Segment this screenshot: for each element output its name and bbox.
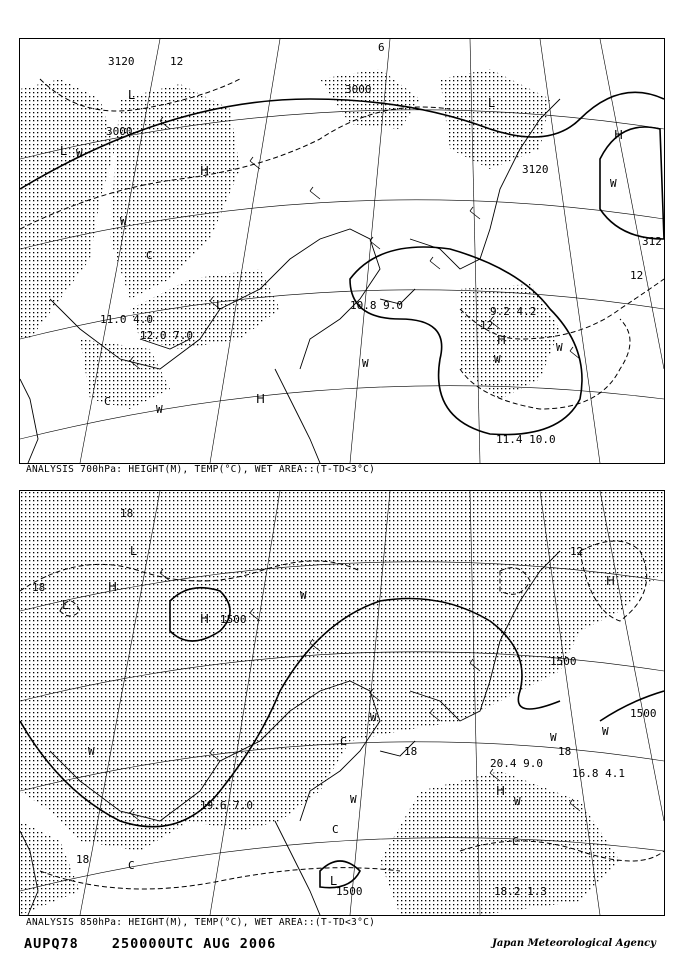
temp-label: 12 (480, 319, 494, 332)
warm-mark: W (514, 795, 521, 808)
high-center: H (108, 580, 118, 594)
cold-mark: C (512, 835, 519, 848)
low-center: L (60, 144, 67, 158)
wet-area (20, 69, 560, 409)
high-center: H (496, 784, 506, 798)
temp-label: 18 (558, 745, 572, 758)
cold-mark: C (104, 395, 111, 408)
low-center: L (130, 544, 137, 558)
low-center: L (330, 874, 337, 888)
map-700hpa (19, 38, 665, 464)
warm-mark: W (362, 357, 369, 370)
station-value: 12.0 7.0 (140, 329, 193, 342)
high-center: H (606, 574, 616, 588)
map-700hpa-caption: ANALYSIS 700hPa: HEIGHT(M), TEMP(°C), WET AREA::(T-TD<3°C) (26, 464, 376, 475)
station-value: 11.4 10.0 (496, 433, 556, 446)
temp-label: 18 (76, 853, 90, 866)
cold-mark: C (128, 859, 135, 872)
warm-mark: W (550, 731, 557, 744)
warm-mark: W (602, 725, 609, 738)
chart-id: AUPQ78 (24, 936, 79, 952)
high-center: H (200, 164, 210, 178)
height-label: 312 (642, 235, 662, 248)
warm-mark: W (156, 403, 163, 416)
height-label: 1500 (336, 885, 363, 898)
height-label: 3120 (522, 163, 549, 176)
map-850hpa-canvas (20, 491, 664, 915)
high-center: H (200, 612, 210, 626)
warm-mark: W (494, 353, 501, 366)
station-value: 18.2 1.3 (494, 885, 547, 898)
high-center: H (497, 333, 507, 347)
map-700hpa-canvas (20, 39, 664, 463)
height-label: 1500 (550, 655, 577, 668)
low-center: L (62, 598, 69, 612)
map-850hpa (19, 490, 665, 916)
cold-mark: C (146, 249, 153, 262)
warm-mark: W (350, 793, 357, 806)
high-center: H (256, 392, 266, 406)
low-center: L (216, 298, 223, 312)
height-label: 3000 (345, 83, 372, 96)
temp-label: 12 (170, 55, 184, 68)
warm-mark: W (556, 341, 563, 354)
warm-mark: W (76, 147, 83, 160)
high-center: H (614, 128, 624, 142)
cold-mark: C (332, 823, 339, 836)
temp-label: 18 (120, 507, 134, 520)
temp-label: 18 (404, 745, 418, 758)
station-value: 11.0 4.0 (100, 313, 153, 326)
warm-mark: W (370, 711, 377, 724)
low-center: L (488, 96, 495, 110)
station-value: 16.8 4.1 (572, 767, 625, 780)
warm-mark: W (88, 745, 95, 758)
chart-header-line (24, 936, 300, 952)
agency-credit: Japan Meteorological Agency (492, 938, 656, 949)
station-value: 20.4 9.0 (490, 757, 543, 770)
map-850hpa-caption: ANALYSIS 850hPa: HEIGHT(M), TEMP(°C), WET AREA::(T-TD<3°C) (26, 917, 376, 928)
warm-mark: W (300, 589, 307, 602)
station-value: 19.6 7.0 (200, 799, 253, 812)
height-label: 1500 (630, 707, 657, 720)
temp-label: 18 (32, 581, 46, 594)
station-value: 10.8 9.0 (350, 299, 403, 312)
temp-label: 12 (630, 269, 644, 282)
valid-time: 250000UTC AUG 2006 (111, 936, 277, 952)
height-label: 3120 (108, 55, 135, 68)
wet-area (20, 491, 664, 915)
low-center: L (128, 88, 135, 102)
warm-mark: W (120, 215, 127, 228)
cold-mark: C (340, 735, 347, 748)
warm-mark: W (610, 177, 617, 190)
height-label: 1500 (220, 613, 247, 626)
temp-label: 6 (378, 41, 385, 54)
temp-label: 12 (570, 545, 584, 558)
station-value: 9.2 4.2 (490, 305, 537, 318)
height-label: 3000 (106, 125, 133, 138)
